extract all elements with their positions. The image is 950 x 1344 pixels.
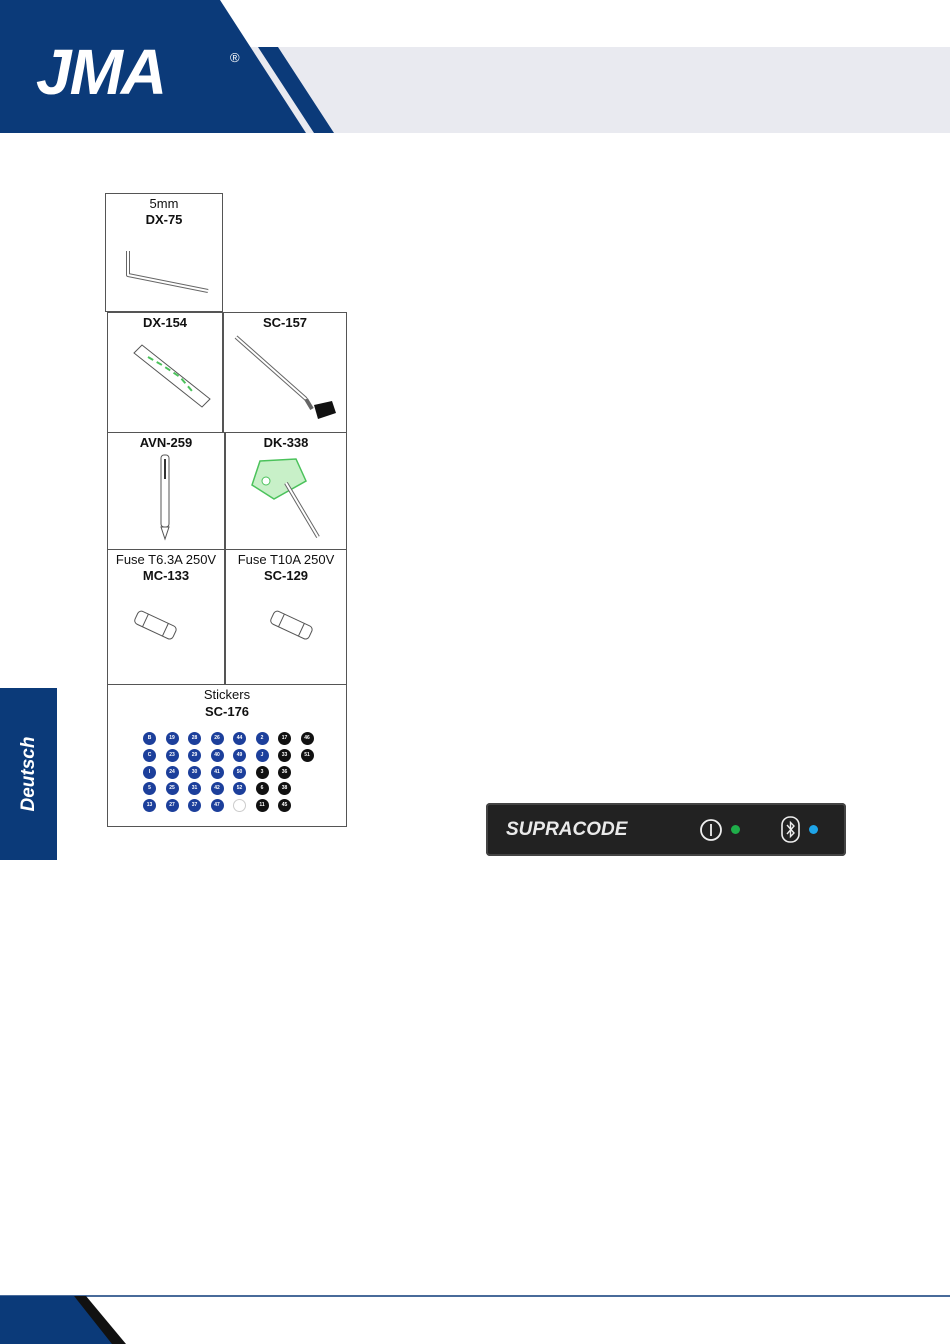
language-tab <box>0 688 57 860</box>
sticker: 33 <box>278 749 291 762</box>
tool-code: DX-75 <box>145 212 183 227</box>
bluetooth-led <box>809 825 818 834</box>
sticker: 2 <box>256 732 269 745</box>
sticker: 42 <box>211 782 224 795</box>
tool-cell-dk-338 <box>225 432 347 550</box>
sticker: 49 <box>233 749 246 762</box>
sticker: 45 <box>278 799 291 812</box>
tool-cell-sc-157 <box>223 312 347 433</box>
tool-code: SC-129 <box>263 568 309 583</box>
sticker: 30 <box>188 766 201 779</box>
power-icon <box>698 817 726 843</box>
sticker: 6 <box>256 782 269 795</box>
sticker: 27 <box>166 799 179 812</box>
sticker: 52 <box>233 782 246 795</box>
sticker: I <box>143 766 156 779</box>
tool-size: 5mm <box>149 196 179 211</box>
sticker: 47 <box>211 799 224 812</box>
stickers-label: Stickers <box>203 687 251 702</box>
sticker: C <box>143 749 156 762</box>
pen-icon <box>156 453 176 543</box>
sticker: 40 <box>211 749 224 762</box>
power-led <box>731 825 740 834</box>
panel-brand: SUPRACODE <box>506 819 628 840</box>
fuse-rating: Fuse T6.3A 250V <box>115 552 217 567</box>
sticker: 5 <box>143 782 156 795</box>
fuse-rating: Fuse T10A 250V <box>237 552 335 567</box>
sticker: 50 <box>233 766 246 779</box>
tool-code: AVN-259 <box>139 435 193 450</box>
sticker: 19 <box>166 732 179 745</box>
tool-cell-sc-129 <box>225 549 347 685</box>
tool-code: MC-133 <box>142 568 190 583</box>
sticker: 41 <box>211 766 224 779</box>
bluetooth-icon <box>780 816 802 844</box>
tool-cell-dx-75 <box>105 193 223 312</box>
sticker: 25 <box>166 782 179 795</box>
footer-banner <box>0 1290 950 1344</box>
sticker: 31 <box>188 782 201 795</box>
sticker: 51 <box>301 749 314 762</box>
sticker: 36 <box>278 766 291 779</box>
tool-cell-mc-133 <box>107 549 225 685</box>
sticker: 13 <box>143 799 156 812</box>
sticker <box>233 799 246 812</box>
tool-cell-sc-176 <box>107 684 347 827</box>
sticker: 46 <box>301 732 314 745</box>
sticker: 29 <box>188 749 201 762</box>
screwdriver-icon <box>232 333 342 423</box>
language-label: Deutsch <box>17 736 39 812</box>
supracode-panel <box>486 803 846 856</box>
sticker: 37 <box>188 799 201 812</box>
sticker: B <box>143 732 156 745</box>
jma-logo: JMA <box>36 36 166 108</box>
sticker: 11 <box>256 799 269 812</box>
tool-cell-avn-259 <box>107 432 225 550</box>
tool-code: SC-176 <box>204 704 250 719</box>
sticker: 3 <box>256 766 269 779</box>
allen-key-icon <box>124 249 214 294</box>
tool-cell-dx-154 <box>107 312 223 433</box>
sticker: 38 <box>278 782 291 795</box>
registered-mark: ® <box>230 50 240 65</box>
t-key-icon <box>246 455 336 545</box>
sticker: 28 <box>188 732 201 745</box>
sticker: 24 <box>166 766 179 779</box>
tool-code: DX-154 <box>142 315 188 330</box>
wrench-icon <box>128 343 214 413</box>
sticker: 23 <box>166 749 179 762</box>
sticker: 26 <box>211 732 224 745</box>
sticker: 17 <box>278 732 291 745</box>
sticker: J <box>256 749 269 762</box>
tool-code: DK-338 <box>263 435 309 450</box>
tool-code: SC-157 <box>262 315 308 330</box>
sticker: 44 <box>233 732 246 745</box>
fuse-icon <box>130 608 180 644</box>
fuse-icon <box>266 608 316 644</box>
